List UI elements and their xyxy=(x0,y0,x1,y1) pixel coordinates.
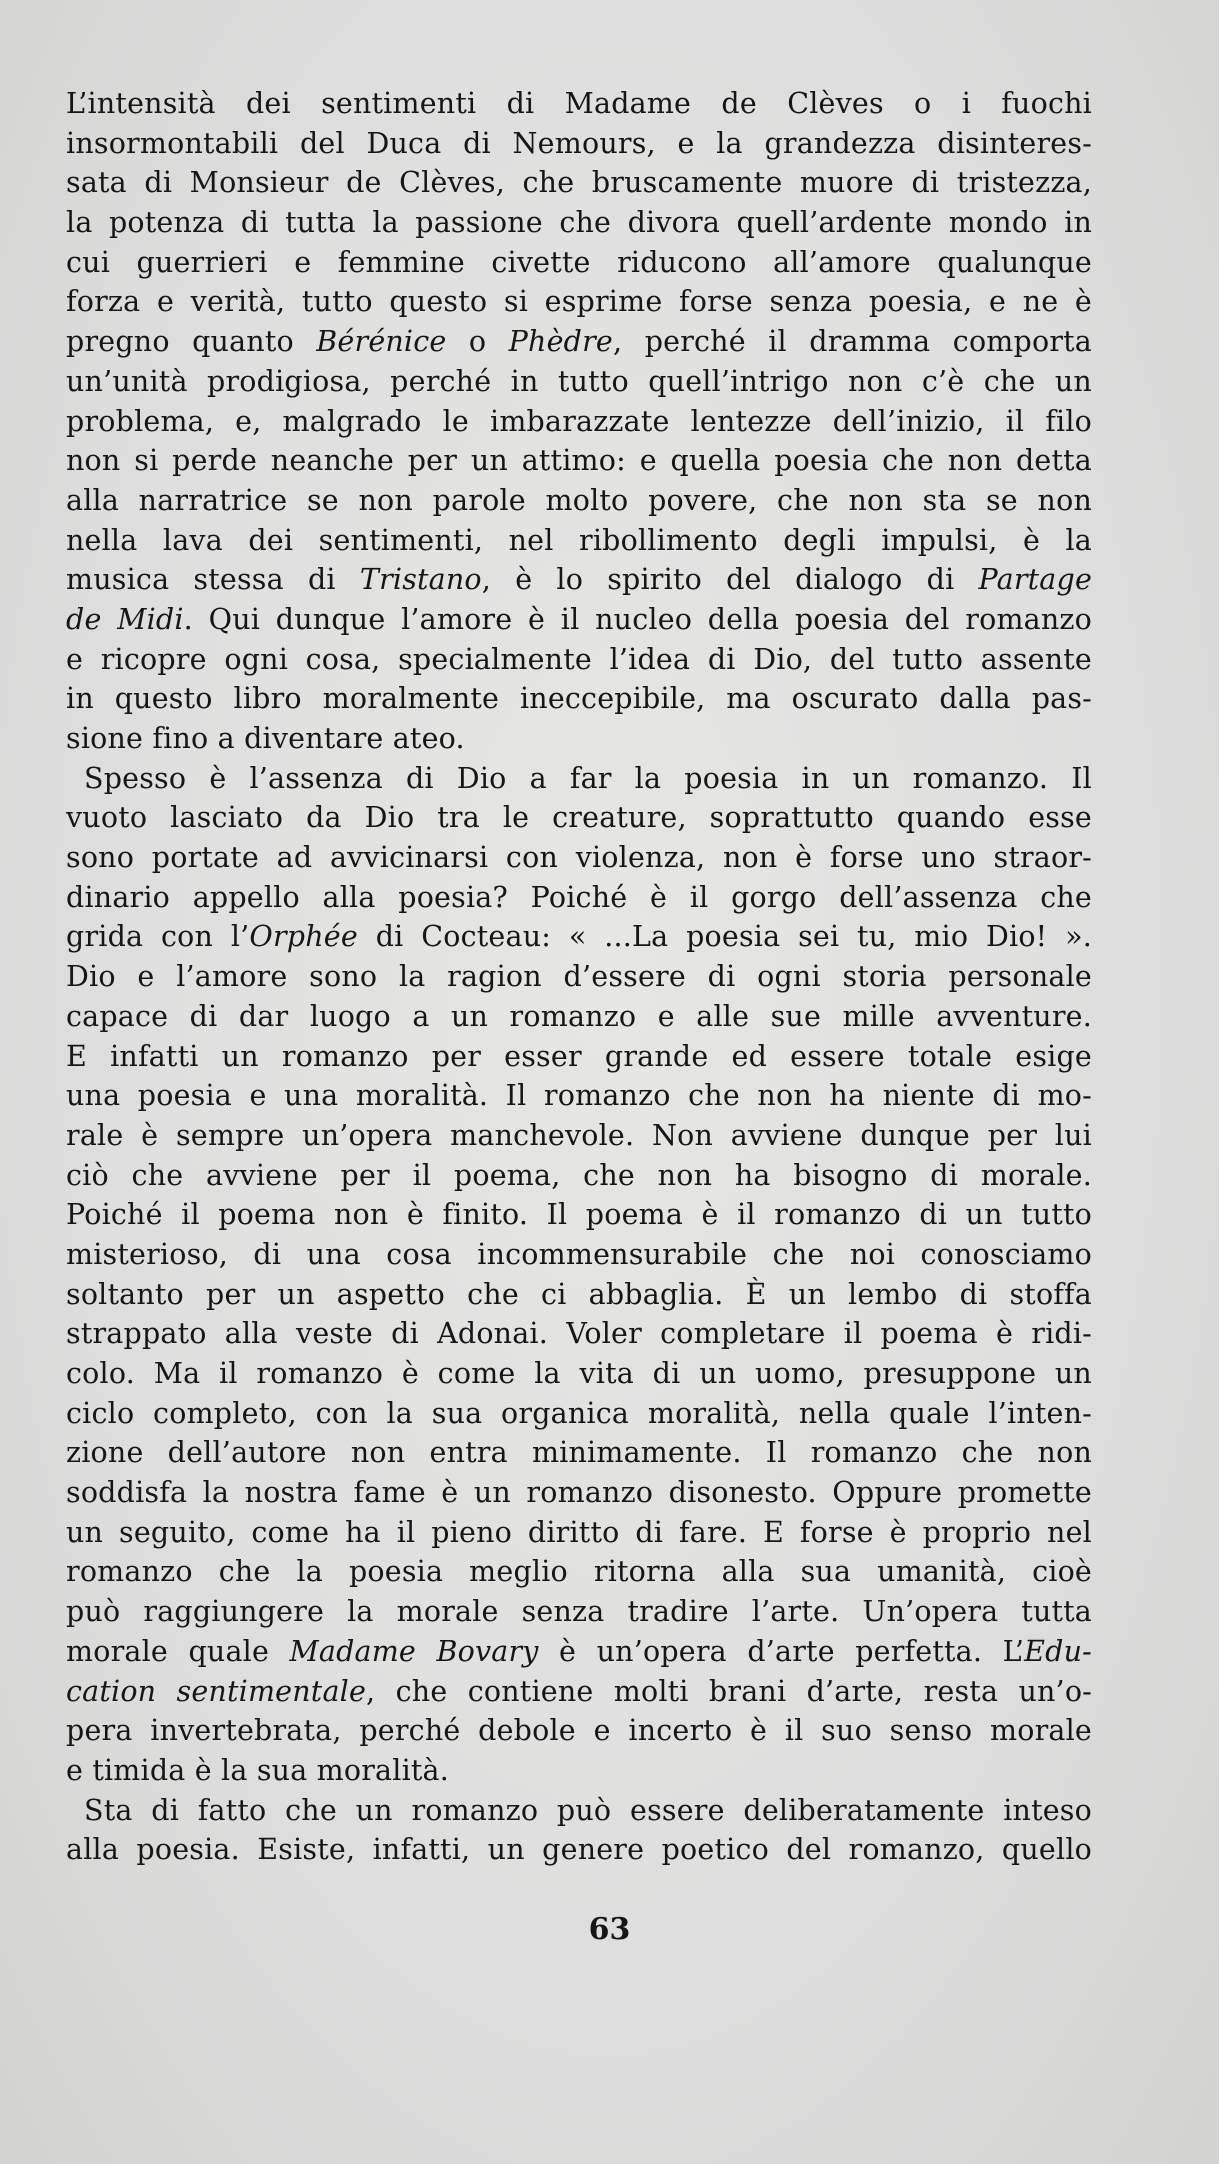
italic-title: Tristano xyxy=(359,563,482,597)
text-line: L’intensità dei sentimenti di Madame de Clèves o i fuochi xyxy=(66,87,1092,120)
text-line: può raggiungere la morale senza tradire l’arte. Un’opera tutta xyxy=(66,1595,1092,1629)
italic-title: de Midi xyxy=(66,602,184,636)
italic-title: Phèdre xyxy=(508,325,614,359)
text-line: grida con l’Orphée di Cocteau: « ...La poesia sei tu, mio Dio! ». xyxy=(66,920,1092,954)
italic-title: Partage xyxy=(978,563,1093,597)
text-line: rale è sempre un’opera manchevole. Non avviene dunque per lui xyxy=(66,1118,1092,1152)
text-line: soltanto per un aspetto che ci abbaglia. È un lembo di stoffa xyxy=(66,1277,1092,1311)
page-number: 63 xyxy=(588,1912,631,1947)
text-line: Dio e l’amore sono la ragion d’essere di ogni storia personale xyxy=(66,960,1092,994)
text-line: problema, e, malgrado le imbarazzate lentezze dell’inizio, il filo xyxy=(66,404,1092,438)
text-line: in questo libro moralmente ineccepibile, ma oscurato dalla pas- xyxy=(66,682,1092,716)
text-line: Poiché il poema non è finito. Il poema è il romanzo di un tutto xyxy=(66,1198,1092,1232)
text-line: un seguito, come ha il pieno diritto di fare. E forse è proprio nel xyxy=(66,1515,1092,1549)
text-line: romanzo che la poesia meglio ritorna alla sua umanità, cioè xyxy=(66,1555,1092,1589)
text-line: capace di dar luogo a un romanzo e alle sue mille avventure. xyxy=(66,999,1092,1033)
text-line: ciò che avviene per il poema, che non ha bisogno di morale. xyxy=(66,1158,1092,1192)
text-line: una poesia e una moralità. Il romanzo che non ha niente di mo- xyxy=(66,1079,1092,1113)
italic-title: Orphée xyxy=(249,920,358,954)
text-line: insormontabili del Duca di Nemours, e la grandezza disinteres- xyxy=(66,126,1092,160)
body-text xyxy=(66,84,1092,1870)
italic-title: Bérénice xyxy=(316,325,447,359)
text-line: soddisfa la nostra fame è un romanzo disonesto. Oppure promette xyxy=(66,1476,1092,1510)
text-line: un’unità prodigiosa, perché in tutto quell’intrigo non c’è che un xyxy=(66,364,1092,398)
text-line: ciclo completo, con la sua organica moralità, nella quale l’inten- xyxy=(66,1396,1092,1430)
text-line: E infatti un romanzo per esser grande ed essere totale esige xyxy=(66,1039,1092,1073)
text-line: la potenza di tutta la passione che divora quell’ardente mondo in xyxy=(66,206,1092,240)
text-line: zione dell’autore non entra minimamente. Il romanzo che non xyxy=(66,1436,1092,1470)
text-line: pregno quanto Bérénice o Phèdre, perché il dramma comporta xyxy=(66,325,1092,359)
text-line: musica stessa di Tristano, è lo spirito del dialogo di Partage xyxy=(66,563,1093,597)
italic-title: Edu- xyxy=(1024,1634,1092,1668)
italic-title: Madame Bovary xyxy=(289,1634,539,1668)
text-line: non si perde neanche per un attimo: e quella poesia che non detta xyxy=(66,444,1092,478)
text-line: dinario appello alla poesia? Poiché è il gorgo dell’assenza che xyxy=(66,880,1092,914)
text-line: nella lava dei sentimenti, nel ribollimento degli impulsi, è la xyxy=(66,523,1092,557)
text-line: morale quale Madame Bovary è un’opera d’arte perfetta. L’Edu- xyxy=(66,1634,1092,1668)
italic-title: cation sentimentale xyxy=(66,1674,367,1708)
text-line: alla poesia. Esiste, infatti, un genere poetico del romanzo, quello xyxy=(66,1833,1092,1867)
text-line: pera invertebrata, perché debole e incerto è il suo senso morale xyxy=(66,1714,1092,1748)
text-line: Spesso è l’assenza di Dio a far la poesia in un romanzo. Il xyxy=(84,761,1092,795)
text-line: vuoto lasciato da Dio tra le creature, soprattutto quando esse xyxy=(66,801,1092,835)
text-line: e timida è la sua moralità. xyxy=(66,1753,449,1787)
text-line: colo. Ma il romanzo è come la vita di un uomo, presuppone un xyxy=(66,1357,1092,1390)
text-line: forza e verità, tutto questo si esprime forse senza poesia, e ne è xyxy=(66,285,1092,319)
text-line: cui guerrieri e femmine civette riducono all’amore qualunque xyxy=(66,245,1092,279)
text-line: Sta di fatto che un romanzo può essere deliberatamente inteso xyxy=(84,1793,1092,1827)
text-line: sono portate ad avvicinarsi con violenza, non è forse uno straor- xyxy=(66,841,1092,875)
text-line: misterioso, di una cosa incommensurabile che noi conosciamo xyxy=(66,1237,1092,1271)
text-line: strappato alla veste di Adonai. Voler completare il poema è ridi- xyxy=(66,1317,1092,1351)
text-line: cation sentimentale, che contiene molti brani d’arte, resta un’o- xyxy=(66,1674,1093,1708)
text-line: sione fino a diventare ateo. xyxy=(66,722,465,755)
text-line: e ricopre ogni cosa, specialmente l’idea di Dio, del tutto assente xyxy=(66,642,1092,676)
text-line: alla narratrice se non parole molto povere, che non sta se non xyxy=(66,483,1092,517)
text-line: sata di Monsieur de Clèves, che bruscamente muore di tristezza, xyxy=(66,166,1092,200)
text-line: de Midi. Qui dunque l’amore è il nucleo della poesia del romanzo xyxy=(66,602,1092,636)
